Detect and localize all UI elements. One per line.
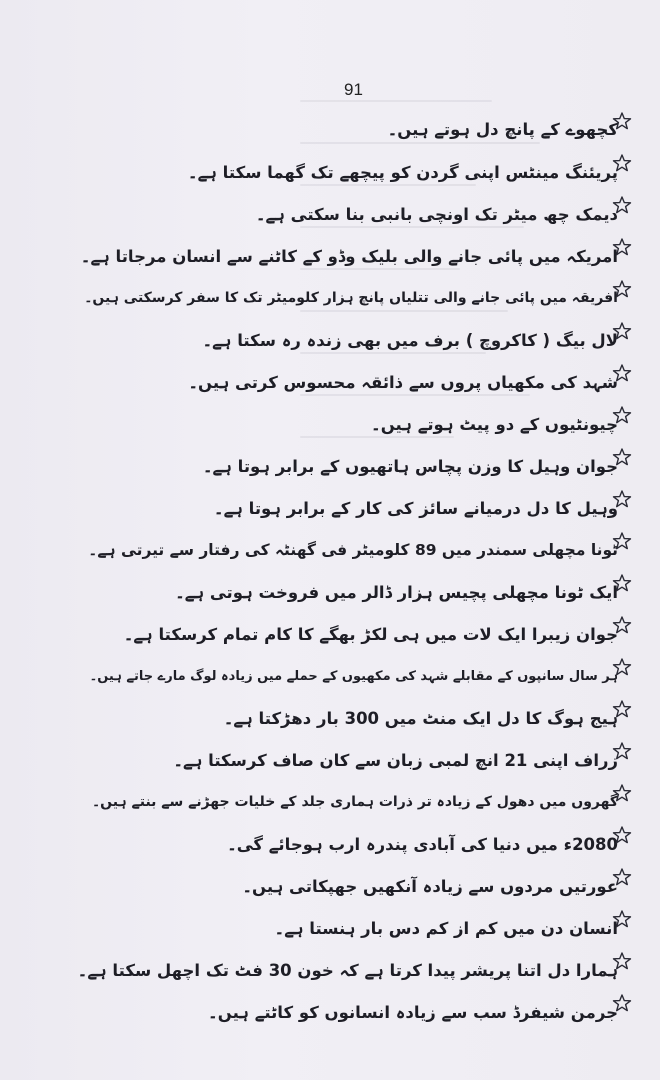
star-outline-icon: [612, 951, 632, 971]
fact-text: افریقہ میں پائی جانے والی تتلیاں پانچ ہزار کلومیٹر تک کا سفر کرسکتی ہیں۔: [84, 290, 618, 306]
star-outline-icon: [612, 237, 632, 257]
fact-text: ہمارا دل اتنا پریشر پیدا کرتا ہے کہ خون 30 فٹ تک اچھل سکتا ہے۔: [77, 960, 618, 980]
fact-item: [275, 914, 618, 942]
fact-text: کچھوے کے پانچ دل ہوتے ہیں۔: [387, 119, 618, 139]
fact-text: جرمن شیفرڈ سب سے زیادہ انسانوں کو کاٹتے ہیں۔: [208, 1002, 618, 1022]
fact-item: [371, 410, 618, 438]
fact-text: 2080ء میں دنیا کی آبادی پندرہ ارب ہوجائے گی۔: [227, 834, 618, 854]
fact-item: [214, 494, 618, 522]
star-outline-icon: [612, 909, 632, 929]
fact-text: وہیل کا دل درمیانے سائز کی کار کے برابر ہوتا ہے۔: [213, 498, 618, 518]
fact-item: [227, 830, 618, 858]
star-outline-icon: [612, 489, 632, 509]
fact-item: [175, 578, 618, 606]
fact-text: زراف اپنی 21 انچ لمبی زبان سے کان صاف کرسکتا ہے۔: [173, 750, 618, 770]
star-outline-icon: [612, 741, 632, 761]
fact-item: [208, 998, 618, 1026]
fact-text: ایک ٹونا مچھلی پچیس ہزار ڈالر میں فروخت ہوتی ہے۔: [175, 582, 618, 602]
fact-text: امریکہ میں پائی جانے والی بلیک وڈو کے کاٹنے سے انسان مرجاتا ہے۔: [80, 246, 618, 266]
fact-text: جوان وہیل کا وزن پچاس ہاتھیوں کے برابر ہوتا ہے۔: [202, 456, 618, 476]
star-outline-icon: [612, 573, 632, 593]
star-outline-icon: [612, 279, 632, 299]
fact-text: انسان دن میں کم از کم دس بار ہنستا ہے۔: [274, 918, 618, 938]
fact-text: گھروں میں دھول کے زیادہ تر ذرات ہماری جلد کے خلیات جھڑنے سے بنتے ہیں۔: [91, 794, 618, 810]
star-outline-icon: [612, 321, 632, 341]
fact-text: شہد کی مکھیاں پروں سے ذائقہ محسوس کرتی ہیں۔: [188, 372, 618, 392]
star-outline-icon: [612, 447, 632, 467]
fact-item: [88, 536, 618, 564]
fact-text: چیونٹیوں کے دو پیٹ ہوتے ہیں۔: [371, 414, 618, 434]
fact-item: [90, 662, 618, 690]
fact-text: ہر سال سانپوں کے مقابلے شہد کی مکھیوں کے حملے میں زیادہ لوگ مارے جاتے ہیں۔: [89, 668, 618, 684]
fact-text: عورتیں مردوں سے زیادہ آنکھیں جھپکاتی ہیں۔: [242, 876, 618, 896]
fact-item: [224, 704, 618, 732]
star-outline-icon: [612, 867, 632, 887]
star-outline-icon: [612, 153, 632, 173]
fact-item: [388, 115, 618, 143]
fact-item: [78, 956, 618, 984]
fact-text: دیمک چھ میٹر تک اونچی بانبی بنا سکتی ہے۔: [255, 204, 618, 224]
fact-item: [203, 452, 618, 480]
fact-item: [92, 788, 618, 816]
fact-item: [124, 620, 618, 648]
star-outline-icon: [612, 825, 632, 845]
star-outline-icon: [612, 195, 632, 215]
star-outline-icon: [612, 657, 632, 677]
fact-item: [188, 368, 618, 396]
fact-item: [256, 200, 618, 228]
fact-text: جوان زیبرا ایک لات میں ہی لکڑ بھگے کا کام تمام کرسکتا ہے۔: [123, 624, 618, 644]
page-number: 91: [344, 80, 363, 99]
fact-text: پریئنگ مینٹس اپنی گردن کو پیچھے تک گھما سکتا ہے۔: [187, 162, 618, 182]
star-outline-icon: [612, 783, 632, 803]
star-outline-icon: [612, 405, 632, 425]
fact-text: لال بیگ ( کاکروچ ) برف میں بھی زندہ رہ سکتا ہے۔: [202, 330, 618, 350]
fact-text: ہیج ہوگ کا دل ایک منٹ میں 300 بار دھڑکتا ہے۔: [223, 708, 618, 728]
star-outline-icon: [612, 111, 632, 131]
star-outline-icon: [612, 993, 632, 1013]
fact-text: ٹونا مچھلی سمندر میں 89 کلومیٹر فی گھنٹہ کی رفتار سے تیرتی ہے۔: [88, 541, 618, 559]
fact-item: [188, 158, 618, 186]
star-outline-icon: [612, 531, 632, 551]
fact-item: [242, 872, 618, 900]
fact-item: [173, 746, 618, 774]
star-outline-icon: [612, 615, 632, 635]
fact-item: [84, 284, 618, 312]
fact-item: [202, 326, 618, 354]
star-outline-icon: [612, 363, 632, 383]
fact-item: [81, 242, 618, 270]
star-outline-icon: [612, 699, 632, 719]
